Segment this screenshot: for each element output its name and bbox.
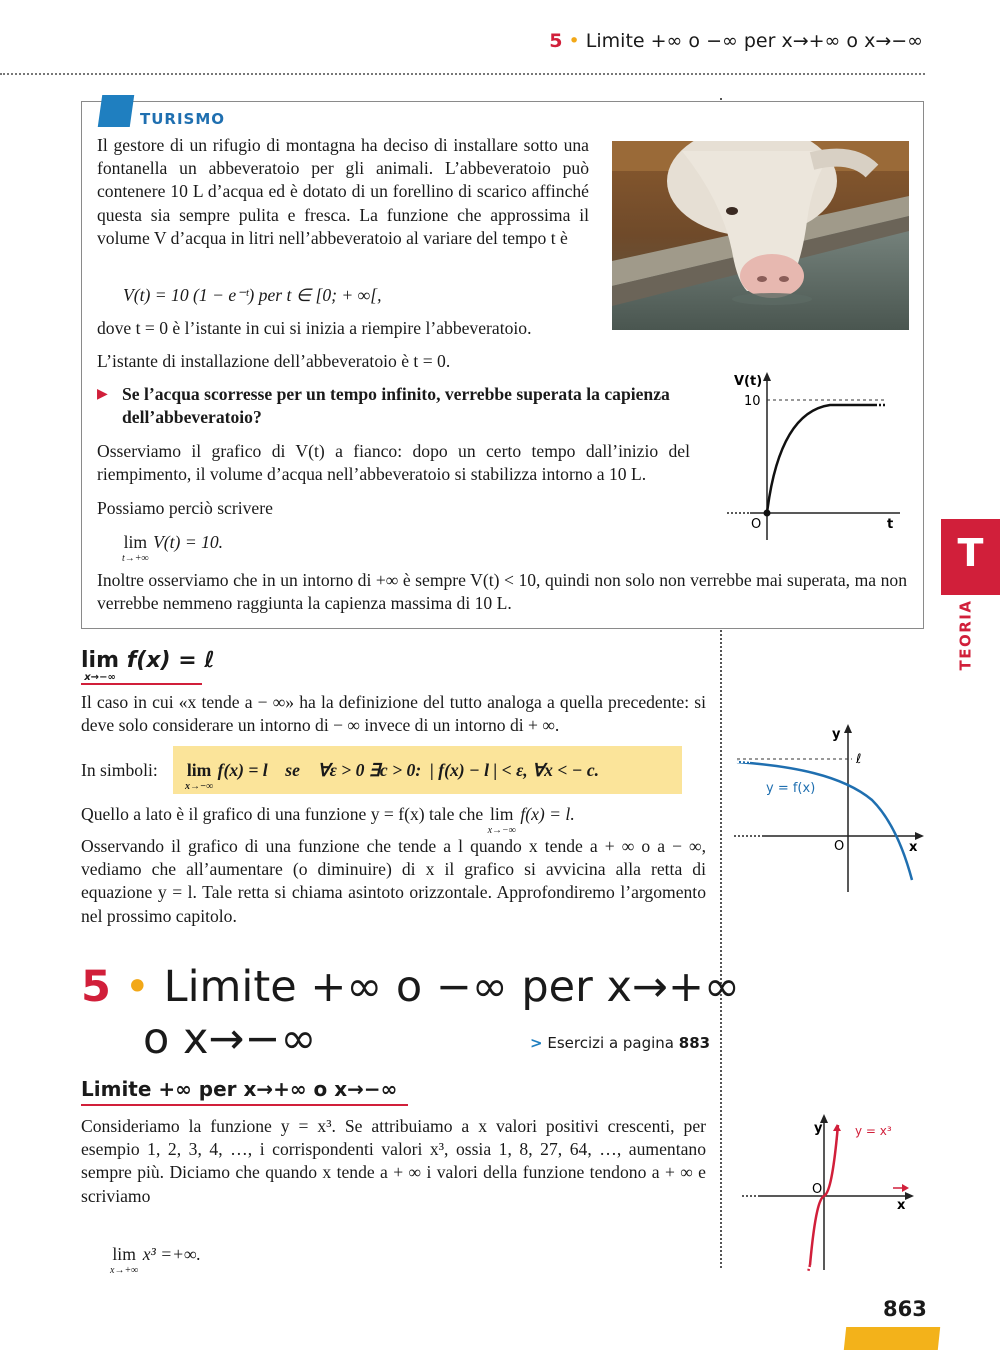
exercises-link-text: Esercizi a pagina [547,1034,675,1052]
graph-vt-ylabel: V(t) [734,374,763,389]
section-number: 5 [81,962,111,1012]
limit-formula-vt [122,531,223,564]
side-tab-label: TEORIA [956,599,975,671]
subsection-underline [81,1104,408,1106]
cow-drinking-photo [612,141,909,330]
graph-fx-curve [737,762,912,880]
graph-fx-ell: ℓ [856,752,862,767]
question-bullet-icon: ▶ [97,386,108,402]
heading-underline [81,683,202,685]
graph-fx-origin: O [834,839,845,854]
heading-lim-minus-infinity [81,648,215,683]
volume-formula-text: V(t) = 10 (1 − e⁻ᵗ) per t ∈ [0; + ∞[, [123,285,382,305]
box-paragraph-intro: Il gestore di un rifugio di montagna ha deciso di installare sotto una fontanella un abbeveratoio per gli animali. L’abbeveratoio può contenere 10 L d’acqua ed è dotato di un forellino di scarico affinché questa sia sempre pulita e fresca. La funzione che approssima il volume V d’acqua in litri nell’abbeveratoio al variare del tempo t è [97,135,589,248]
volume-formula [123,284,381,307]
side-tab-letter: T [957,531,984,575]
heading-lim-expr: f(x) = ℓ [126,648,215,673]
graph-x3-origin: O [812,1182,823,1197]
graph-f-of-x [732,720,932,895]
limit-lim: lim [123,532,148,552]
graph-vt-tick: 10 [744,394,761,409]
limit-expression: V(t) = 10. [153,532,224,552]
exercises-link-page: 883 [678,1034,711,1052]
page-corner-tab [844,1327,940,1350]
section-title-line2: o x→−∞ [143,1014,317,1064]
graph-fx-y-arrow [844,724,852,733]
paragraph-quello-sub: x→−∞ [487,825,516,837]
graph-x-cubed [740,1110,930,1275]
paragraph-osservando: Osservando il grafico di una funzione che tende a l quando x tende a + ∞ o a − ∞, vediamo che all’aumentare (o diminuire) di x il grafico si avvicina alla retta di equazione y = l. Tale retta si chiama asintoto orizzontale. Approfondiremo l’argomento nel prossimo capitolo. [81,836,706,926]
graph-vt-curve [767,405,875,513]
box-tag: TURISMO [140,110,226,128]
running-header-title: Limite +∞ o −∞ per x→+∞ o x→−∞ [585,30,923,52]
graph-x3-xlabel: x [897,1198,906,1213]
box-question: Se l’acqua scorresse per un tempo infinito, verrebbe superata la capienza dell’abbeveratoio? [122,384,670,428]
section-dot: • [124,962,150,1012]
graph-fx-curve-label: y = f(x) [766,781,816,796]
box-paragraph-osserviamo: Osserviamo il grafico di V(t) a fianco: dopo un certo tempo dall’inizio del riempimento, il volume d’acqua nell’abbeveratoio si stabilizza intorno a 10 L. [97,441,690,485]
definition-lim-sub: x→−∞ [185,781,214,793]
box-paragraph-possiamo: Possiamo perciò scrivere [97,498,273,518]
section-title [81,962,740,1012]
paragraph-quello-lim: lim [490,804,514,824]
graph-vt-origin-point [764,510,771,517]
paragraph-caso: Il caso in cui «x tende a − ∞» ha la definizione del tutto analoga a quella precedente: si deve solo considerare un intorno di − ∞ invece di un intorno di + ∞. [81,692,706,736]
heading-lim: lim [81,648,120,673]
limit2-lim: lim [112,1244,136,1264]
limit2-expression: x³ =+∞. [142,1244,201,1264]
header-divider [0,73,925,75]
graph-volume-time [720,368,920,548]
paragraph-quello [81,803,575,836]
paragraph-quello-a: Quello a lato è il grafico di una funzione y = f(x) tale che [81,804,484,824]
running-header-number: 5 [549,30,563,52]
graph-fx-ylabel: y [832,727,841,742]
graph-x3-curve-label: y = x³ [855,1124,892,1138]
exercises-link[interactable] [530,1034,710,1052]
graph-vt-origin: O [751,517,762,532]
section-title-line1: Limite +∞ o −∞ per x→+∞ [163,962,740,1012]
limit-subscript: t→+∞ [122,553,149,565]
definition-expr: f(x) = l se ∀ε > 0 ∃c > 0: | f(x) − l | < ε, ∀x < − c. [217,760,600,780]
graph-x3-ylabel: y [814,1121,823,1136]
running-header-dot: • [568,30,580,52]
graph-fx-xlabel: x [909,840,918,855]
running-header [549,30,923,52]
box-paragraph-istante: L’istante di installazione dell’abbeveratoio è t = 0. [97,351,451,371]
page-number: 863 [883,1297,927,1321]
subsection-heading: Limite +∞ per x→+∞ o x→−∞ [81,1077,398,1101]
paragraph-quello-b: f(x) = l. [520,804,575,824]
box-paragraph-dove: dove t = 0 è l’istante in cui si inizia a riempire l’abbeveratoio. [97,318,532,338]
chevron-right-icon: > [530,1034,543,1052]
paragraph-consideriamo: Consideriamo la funzione y = x³. Se attribuiamo a x valori positivi crescenti, per esempio 1, 2, 3, 4, …, i corrispondenti valori x³, ossia 1, 8, 27, 64, …, aumentano sempre più. Diciamo che quando x tende a + ∞ i valori della funzione tendono a + ∞ e scriviamo [81,1116,706,1206]
box-paragraph-inoltre: Inoltre osserviamo che in un intorno di +∞ è sempre V(t) < 10, quindi non solo non verrebbe mai superata, ma non verrebbe nemmeno raggiunta la capienza massima di 10 L. [97,570,907,614]
box-tab-marker [98,95,134,127]
label-in-simboli: In simboli: [81,760,158,780]
limit-formula-x3 [110,1243,201,1276]
graph-vt-xlabel: t [887,517,894,532]
graph-vt-y-arrow [763,372,771,381]
limit2-subscript: x→+∞ [110,1265,139,1277]
definition-formula [185,759,599,792]
heading-lim-sub: x→−∞ [84,672,116,683]
definition-lim: lim [186,760,212,780]
